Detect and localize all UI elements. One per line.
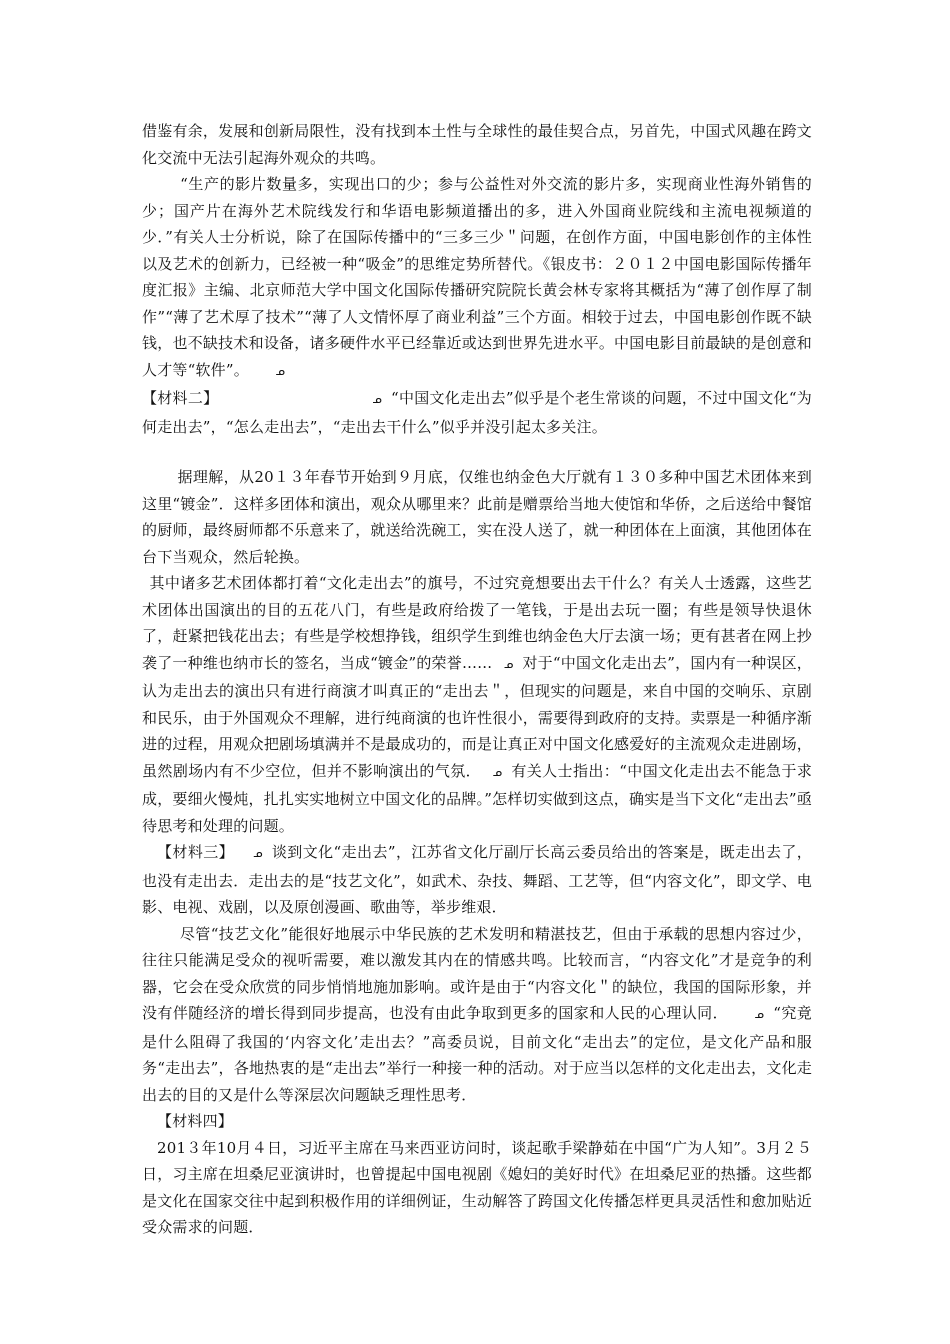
paragraph-xi-visit [142,1135,812,1241]
paragraph-text: 【材料四】 [157,1112,234,1130]
paragraph-mark-icon: ᓄ [253,847,263,860]
paragraph-vienna-hall [142,464,812,570]
paragraph-text: 有关人士指出：“中国文化走出去不能急于求成，要细火慢炖，扎扎实实地树立中国文化的品牌。”怎样切实做到这点，确实是当下文化“走出去”亟待思考和处理的问题。 [142,761,813,835]
paragraph-text: “究竟是什么阻碍了我国的‘内容文化’走出去？”高委员说，目前文化“走出去”的定位，是文化产品和服务“走出去”，各地热衷的是“走出去”举行一种接一种的活动。对于应当以怎样的文化走出去，文化走出去的目的又是什么等深层次问题缺乏理性思考． [142,1004,813,1104]
paragraph-material-two [142,385,812,440]
section-heading-material-four [142,1108,812,1135]
paragraph-mark-icon: ᓄ [372,393,382,406]
paragraph-text: “中国文化走出去”似乎是个老生常谈的问题，不过中国文化“为何走出去”，“怎么走出去”，“走出去干什么”似乎并没引起太多关注。 [142,389,812,436]
paragraph-text: 尽管“技艺文化”能很好地展示中华民族的艺术发明和精湛技艺，但由于承载的思想内容过少，往往只能满足受众的视听需要，难以激发其内在的情感共鸣。比较而言，“内容文化”才是竞争的利器，它会在受众欣赏的同步悄悄地施加影响。或许是由于“内容文化＂的缺位，我国的国际形象，并没有伴随经济的增长得到同步提高，也没有由此争取到更多的国家和人民的心理认同． [142,924,812,1022]
paragraph-mark-icon: ᓄ [492,765,503,779]
paragraph-intro-continuation [142,118,812,171]
paragraph-text: 对于“中国文化走出去”，国内有一种误区，认为走出去的演出只有进行商演才叫真正的“走出去＂，但现实的问题是，来自中国的交响乐、京剧和民乐，由于外国观众不理解，进行纯商演的也许性很小，需要得到政府的支持。卖票是一种循序渐进的过程，用观众把剧场填满并不是最成功的，而是让真正对中国文化感爱好的主流观众走进剧场，虽然剧场内有不少空位，但并不影响演出的气氛． [142,653,813,780]
document-page [142,118,812,1241]
paragraph-text: “生产的影片数量多，实现出口的少；参与公益性对外交流的影片多，实现商业性海外销售的少；国产片在海外艺术院线发行和华语电影频道播出的多，进入外国商业院线和主流电视频道的少．”有关人士分析说，除了在国际传播中的“三多三少＂问题，在创作方面，中国电影创作的主体性以及艺术的创新力，已经被一种“吸金”的思维定势所替代。《银皮书：２０１２中国电影国际传播年度汇报》主编、北京师范大学中国文化国际传播研究院院长黄会林专家将其概括为“薄了创作厚了制作”“薄了艺术厚了技术”“薄了人文情怀厚了商业利益”三个方面。相较于过去，中国电影创作既不缺钱，也不缺技术和设备，诸多硬件水平已经靠近或达到世界先进水平。中国电影目前最缺的是创意和人才等“软件”。 [142,175,812,379]
paragraph-text: 其中诸多艺术团体都打着“文化走出去”的旗号，不过究竟想要出去干什么？有关人士透露，这些艺术团体出国演出的目的五花八门，有些是政府给拨了一笔钱，于是出去玩一圈；有些是领导快退休了，赶紧把钱花出去；有些是学校想挣钱，组织学生到维也纳金色大厅去演一场；更有甚者在网上抄袭了一种维也纳市长的签名，当成“镀金”的荣誉…… [142,574,812,672]
section-heading-material-two: 【材料二】 [142,389,219,407]
paragraph-text: 据理解，从20１３年春节开始到９月底，仅维也纳金色大厅就有１３０多种中国艺术团体来到这里“镀金”．这样多团体和演出，观众从哪里来？此前是赠票给当地大使馆和华侨，之后送给中餐馆的厨师，最终厨师都不乐意来了，就送给洗碗工，实在没人送了，就一种团体在上面演，其他团体在台下当观众，然后轮换。 [142,468,812,566]
section-heading-material-three: 【材料三】 [157,843,235,861]
paragraph-content-culture [142,921,812,1109]
paragraph-mark-icon: ᓄ [503,657,514,671]
paragraph-material-three [142,839,812,921]
paragraph-art-groups [142,570,812,839]
paragraph-mark-icon: ᓄ [754,1008,765,1021]
paragraph-text: 201３年10月４日，习近平主席在马来西亚访问时，谈起歌手梁静茹在中国“广为人知”。3月２５日，习主席在坦桑尼亚演讲时，也曾提起中国电视剧《媳妇的美好时代》在坦桑尼亚的热播。这些都是文化在国家交往中起到积极作用的详细例证，生动解答了跨国文化传播怎样更具灵活性和愈加贴近受众需求的问题． [142,1138,812,1236]
paragraph-film-export [142,171,812,385]
paragraph-text: 借鉴有余，发展和创新局限性，没有找到本土性与全球性的最佳契合点，另首先，中国式风趣在跨文化交流中无法引起海外观众的共鸣。 [142,122,812,167]
paragraph-gap [142,440,812,464]
paragraph-text: 谈到文化“走出去”，江苏省文化厅副厅长高云委员给出的答案是，既走出去了，也没有走出去．走出去的是“技艺文化”，如武术、杂技、舞蹈、工艺等，但“内容文化”，即文学、电影、电视、戏剧，以及原创漫画、歌曲等，举步维艰． [142,843,812,916]
paragraph-mark-icon: ᓄ [275,364,286,378]
